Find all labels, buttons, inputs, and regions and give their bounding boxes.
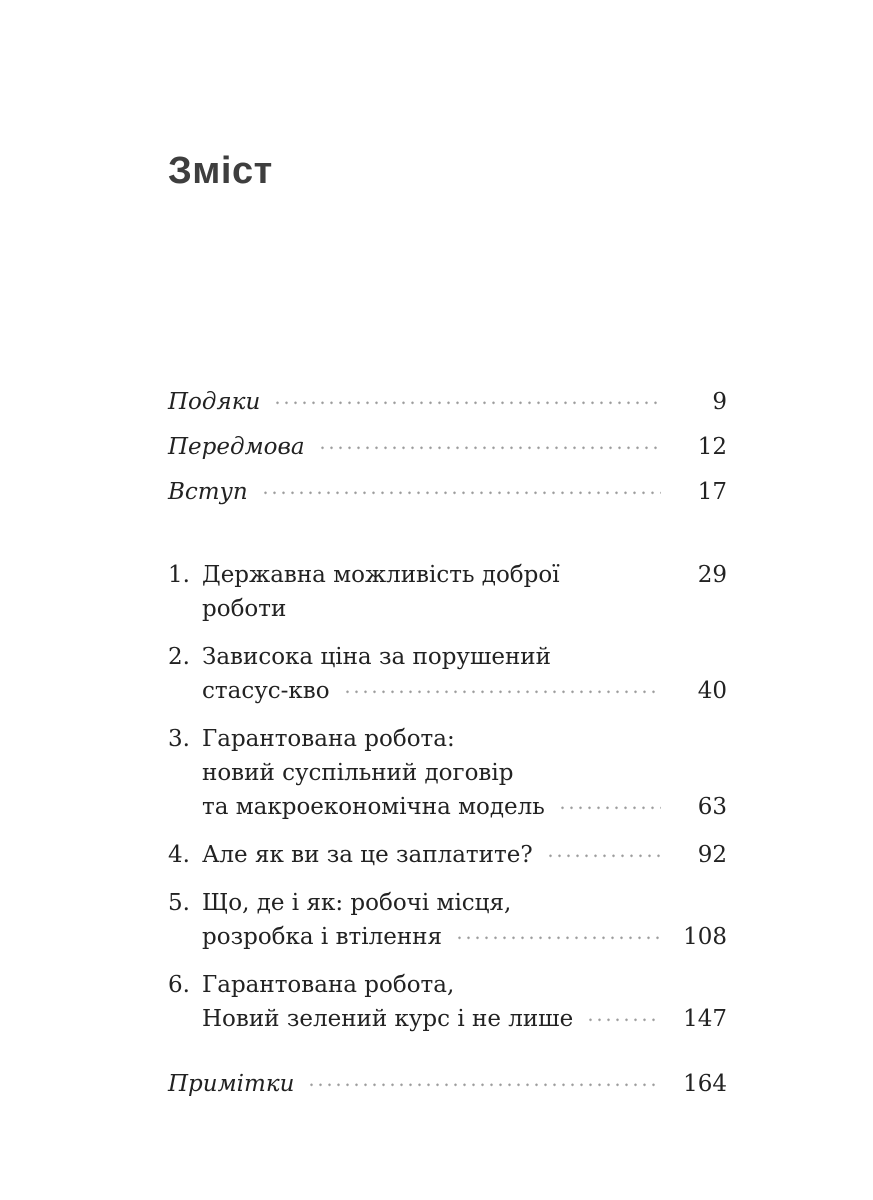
page-title: Зміст	[168, 150, 273, 192]
toc-chapter-5	[168, 886, 727, 954]
page-number: 12	[697, 434, 727, 460]
dot-leader	[343, 683, 661, 700]
dot-leader	[586, 1011, 661, 1028]
page-number: 40	[697, 678, 727, 704]
page-number: 164	[683, 1071, 727, 1097]
back-matter-section	[168, 1068, 727, 1100]
chapter-number: 1.	[168, 562, 190, 588]
page-number: 108	[683, 924, 727, 950]
dot-leader	[455, 929, 661, 946]
toc-entry-podyaky	[168, 386, 727, 418]
page-number: 17	[697, 479, 727, 505]
chapter-title-line: новий суспільний договір	[202, 760, 514, 786]
toc-entry-vstup	[168, 476, 727, 508]
dot-leader	[273, 394, 661, 411]
page-number: 29	[697, 562, 727, 588]
page-number: 92	[697, 842, 727, 868]
toc-chapter-4	[168, 838, 727, 872]
chapter-number: 3.	[168, 726, 190, 752]
chapter-title-line: Зависока ціна за порушений	[202, 644, 551, 670]
front-matter-section	[168, 386, 727, 508]
chapter-title-line: стасус-кво	[202, 678, 330, 704]
entry-label: Примітки	[168, 1071, 295, 1097]
chapter-title-line: Державна можливість доброї роботи	[202, 562, 560, 622]
chapter-title-line: Гарантована робота:	[202, 726, 455, 752]
chapter-title-line: Що, де і як: робочі місця,	[202, 890, 512, 916]
page-number: 147	[683, 1006, 727, 1032]
chapter-number: 5.	[168, 890, 190, 916]
dot-leader	[318, 439, 661, 456]
toc-entry-prymitky	[168, 1068, 727, 1100]
entry-label: Передмова	[168, 434, 305, 460]
dot-leader	[307, 1076, 661, 1093]
entry-label: Подяки	[168, 389, 261, 415]
chapter-number: 2.	[168, 644, 190, 670]
entry-label: Вступ	[168, 479, 248, 505]
chapter-title-line: Але як ви за це заплатите?	[202, 842, 533, 868]
chapter-number: 4.	[168, 842, 190, 868]
toc-chapter-1	[168, 558, 727, 626]
dot-leader	[558, 799, 661, 816]
chapters-section	[168, 558, 727, 1036]
toc-chapter-6	[168, 968, 727, 1036]
chapter-title-line: та макроекономічна модель	[202, 794, 545, 820]
chapter-title-line: Гарантована робота,	[202, 972, 455, 998]
chapter-title-line: розробка і втілення	[202, 924, 443, 950]
page-number: 63	[697, 794, 727, 820]
chapter-number: 6.	[168, 972, 190, 998]
page-number: 9	[712, 389, 727, 415]
toc-chapter-2	[168, 640, 727, 708]
toc-chapter-3	[168, 722, 727, 824]
dot-leader	[261, 484, 661, 501]
toc-entry-peredmova	[168, 431, 727, 463]
dot-leader	[546, 847, 661, 864]
chapter-title-line: Новий зелений курс і не лише	[202, 1006, 574, 1032]
